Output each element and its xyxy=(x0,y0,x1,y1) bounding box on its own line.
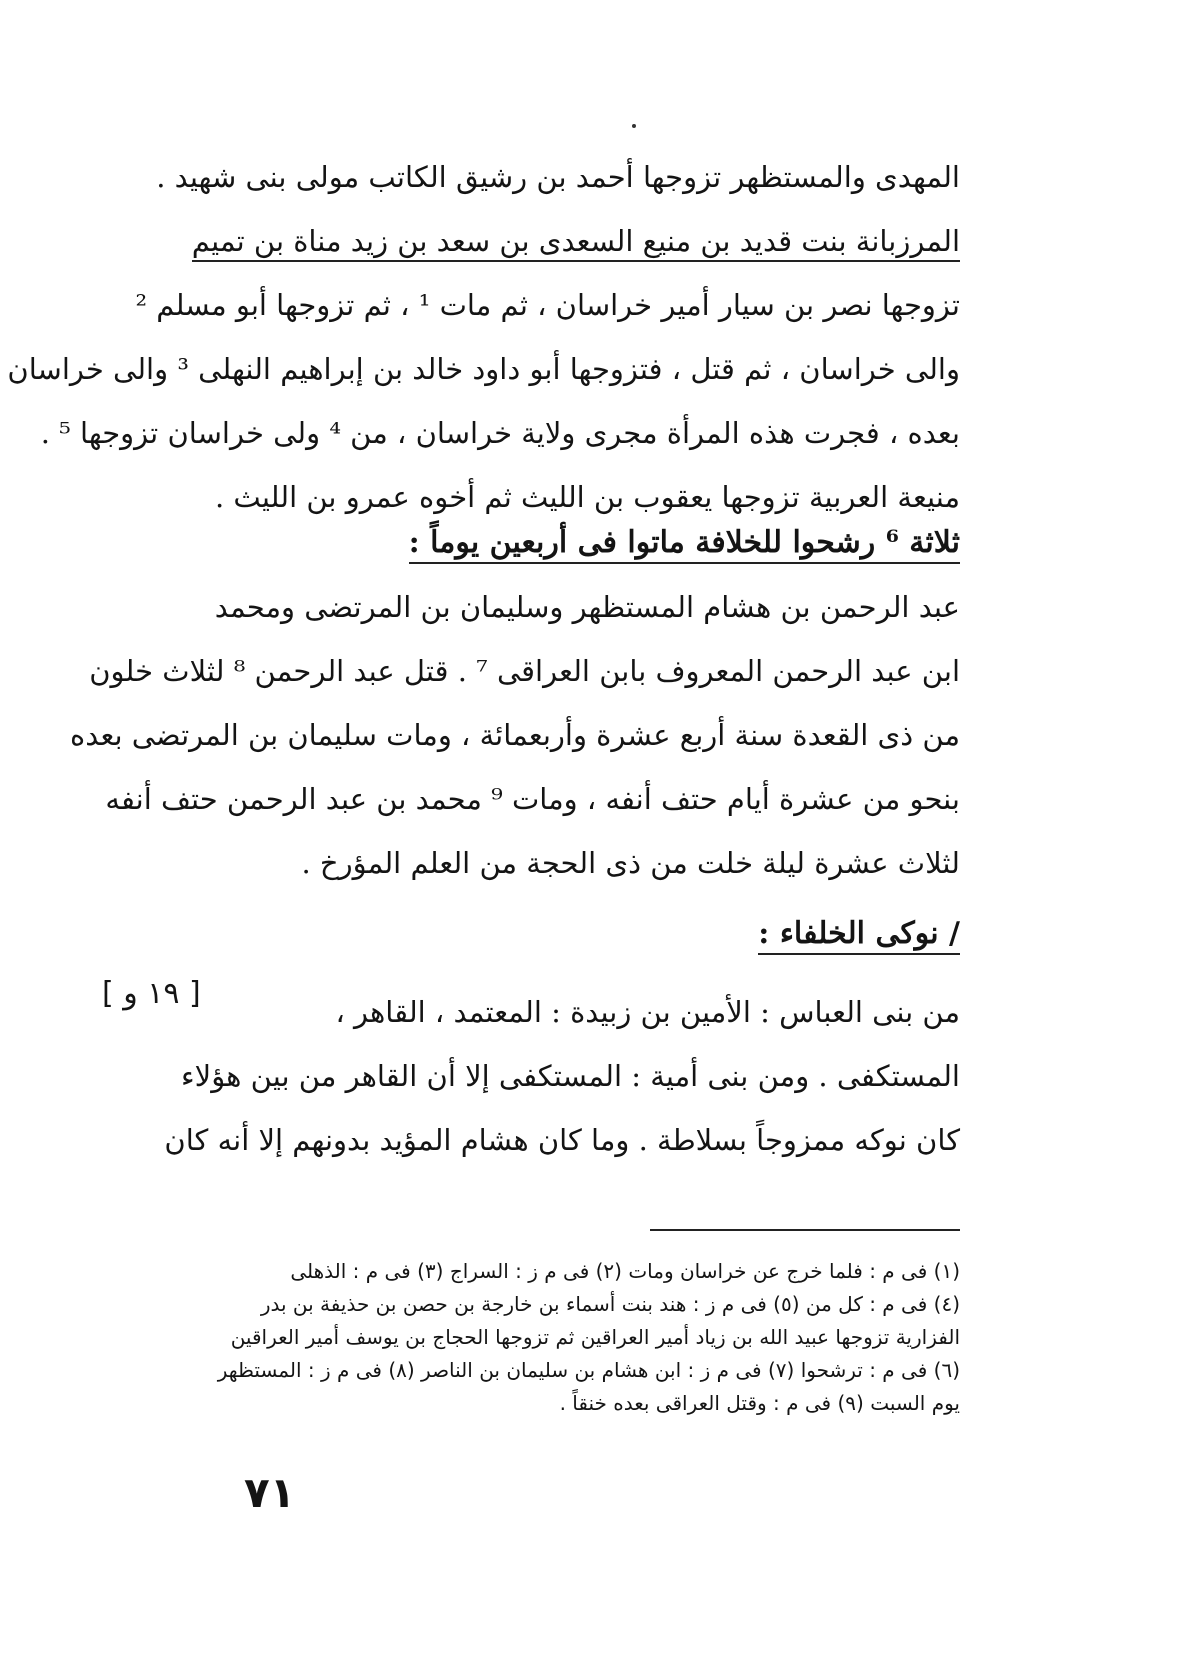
text-line: المهدى والمستظهر تزوجها أحمد بن رشيق الكاتب مولى بنى شهيد . xyxy=(156,160,960,194)
footnote-line: يوم السبت (٩) فى م : وقتل العراقى بعده خنقاً . xyxy=(559,1391,960,1415)
text-line: كان نوكه ممزوجاً بسلاطة . وما كان هشام المؤيد بدونهم إلا أنه كان xyxy=(164,1123,960,1157)
folio-reference: [ ١٩ و ] xyxy=(102,976,201,1011)
text-line: منيعة العربية تزوجها يعقوب بن الليث ثم أخوه عمرو بن الليث . xyxy=(214,480,960,514)
text-line-underlined: المرزبانة بنت قديد بن منيع السعدى بن سعد بن زيد مناة بن تميم xyxy=(228,214,960,278)
footnote-line: (٦) فى م : ترشحوا (٧) فى م ز : ابن هشام بن سليمان بن الناصر (٨) فى م ز : المستظهر xyxy=(217,1358,960,1382)
footnote-line: الفزارية تزوجها عبيد الله بن زياد أمير العراقين ثم تزوجها الحجاج بن يوسف أمير العراقين xyxy=(230,1325,960,1349)
paragraph-block-1 xyxy=(7,150,960,534)
text-line: والى خراسان ، ثم قتل ، فتزوجها أبو داود خالد بن إبراهيم النهلى ³ والى خراسان xyxy=(7,352,960,386)
text-line: المستكفى . ومن بنى أمية : المستكفى إلا أن القاهر من بين هؤلاء xyxy=(181,1059,960,1093)
footnote-line: (١) فى م : فلما خرج عن خراسان ومات (٢) فى م ز : السراج (٣) فى م : الذهلى xyxy=(290,1259,960,1283)
footnotes xyxy=(217,1255,960,1420)
text-line: بعده ، فجرت هذه المرأة مجرى ولاية خراسان ، من ⁴ ولى خراسان تزوجها ⁵ . xyxy=(40,416,960,450)
paragraph-block-3 xyxy=(164,985,960,1177)
text-line: من ذى القعدة سنة أربع عشرة وأربعمائة ، ومات سليمان بن المرتضى بعده xyxy=(70,718,960,752)
text-line: ابن عبد الرحمن المعروف بابن العراقى ⁷ . قتل عبد الرحمن ⁸ لثلاث خلون xyxy=(89,654,960,688)
text-line: بنحو من عشرة أيام حتف أنفه ، ومات ⁹ محمد بن عبد الرحمن حتف أنفه xyxy=(105,782,960,816)
section-heading-candidates: ثلاثة ⁶ رشحوا للخلافة ماتوا فى أربعين يوماً : xyxy=(409,515,960,571)
text-line: تزوجها نصر بن سيار أمير خراسان ، ثم مات ¹ ، ثم تزوجها أبو مسلم ² xyxy=(135,288,960,322)
footnote-line: (٤) فى م : كل من (٥) فى م ز : هند بنت أسماء بن خارجة بن حصن بن حذيفة بن بدر xyxy=(260,1292,960,1316)
text-line: من بنى العباس : الأمين بن زبيدة : المعتمد ، القاهر ، xyxy=(335,995,960,1029)
ink-dot xyxy=(632,124,636,128)
footnote-divider xyxy=(650,1229,960,1231)
section-heading-foolish-caliphs: / نوكى الخلفاء : xyxy=(758,906,960,962)
paragraph-block-2 xyxy=(70,580,960,900)
text-line: عبد الرحمن بن هشام المستظهر وسليمان بن المرتضى ومحمد xyxy=(214,590,960,624)
text-line: لثلاث عشرة ليلة خلت من ذى الحجة من العلم المؤرخ . xyxy=(301,846,960,880)
page-number: ٧١ xyxy=(244,1468,296,1517)
